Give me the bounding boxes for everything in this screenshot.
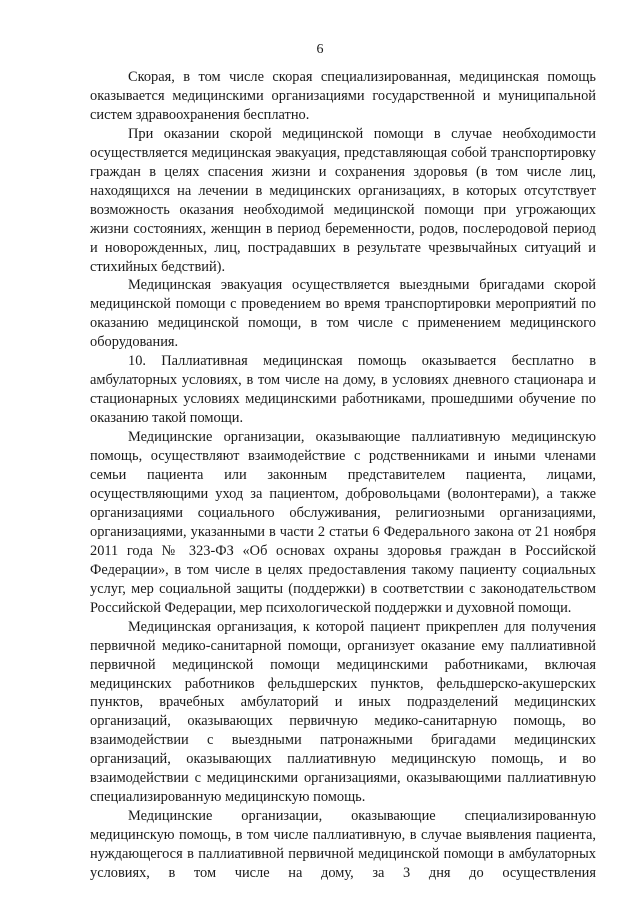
paragraph-medical-evacuation: При оказании скорой медицинской помощи в случае необходимости осуществляется медицинская эвакуация, представляющая собой транспортировку граждан в целях спасения жизни и сохранения здоровья (в том числе лиц, находящихся на лечении в медицинских организациях, в которых отсутствует возможность оказания необходимой медицинской помощи при угрожающих жизни состояниях, женщин в период беременности, родов, послеродовой период и новорожденных, лиц, пострадавших в результате чрезвычайных ситуаций и стихийных бедствий). (90, 125, 596, 275)
document-body (90, 68, 596, 883)
page-number: 6 (316, 42, 324, 57)
paragraph-palliative-care-free: 10. Паллиативная медицинская помощь оказывается бесплатно в амбулаторных условиях, в том числе на дому, в условиях дневного стационара и стационарных условиях медицинскими работниками, прошедшими обучение по оказанию такой помощи. (90, 353, 596, 427)
paragraph-evacuation-teams: Медицинская эвакуация осуществляется выездными бригадами скорой медицинской помощи с проведением во время транспортировки мероприятий по оказанию медицинской помощи, в том числе с применением медицинского оборудования. (90, 277, 596, 351)
paragraph-emergency-care-free: Скорая, в том числе скорая специализированная, медицинская помощь оказывается медицинскими организациями государственной и муниципальной систем здравоохранения бесплатно. (90, 69, 596, 123)
paragraph-specialized-palliative: Медицинские организации, оказывающие специализированную медицинскую помощь, в том числе паллиативную, в случае выявления пациента, нуждающегося в паллиативной первичной медицинской помощи в амбулаторных условиях, в том числе на дому, за 3 дня до осуществления (90, 808, 596, 882)
paragraph-palliative-interaction: Медицинские организации, оказывающие паллиативную медицинскую помощь, осуществляют взаимодействие с родственниками и иными членами семьи пациента или законным представителем пациента, лицами, осуществляющими уход за пациентом, добровольцами (волонтерами), а также организациями социального обслуживания, религиозными организациями, организациями, указанными в части 2 статьи 6 Федерального закона от 21 ноября 2011 года № 323-ФЗ «Об основах охраны здоровья граждан в Российской Федерации», в том числе в целях предоставления такому пациенту социальных услуг, мер социальной защиты (поддержки) в соответствии с законодательством Российской Федерации, мер психологической поддержки и духовной помощи. (90, 429, 596, 616)
paragraph-primary-palliative-organization: Медицинская организация, к которой пациент прикреплен для получения первичной медико-санитарной помощи, организует оказание ему паллиативной первичной медицинской помощи медицинскими работниками, включая медицинских работников фельдшерских пунктов, фельдшерско-акушерских пунктов, врачебных амбулаторий и иных подразделений медицинских организаций, оказывающих первичную медико-санитарную помощь, во взаимодействии с выездными патронажными бригадами медицинских организаций, оказывающих паллиативную медицинскую помощь, и во взаимодействии с медицинскими организациями, оказывающими паллиативную специализированную медицинскую помощь. (90, 618, 596, 806)
